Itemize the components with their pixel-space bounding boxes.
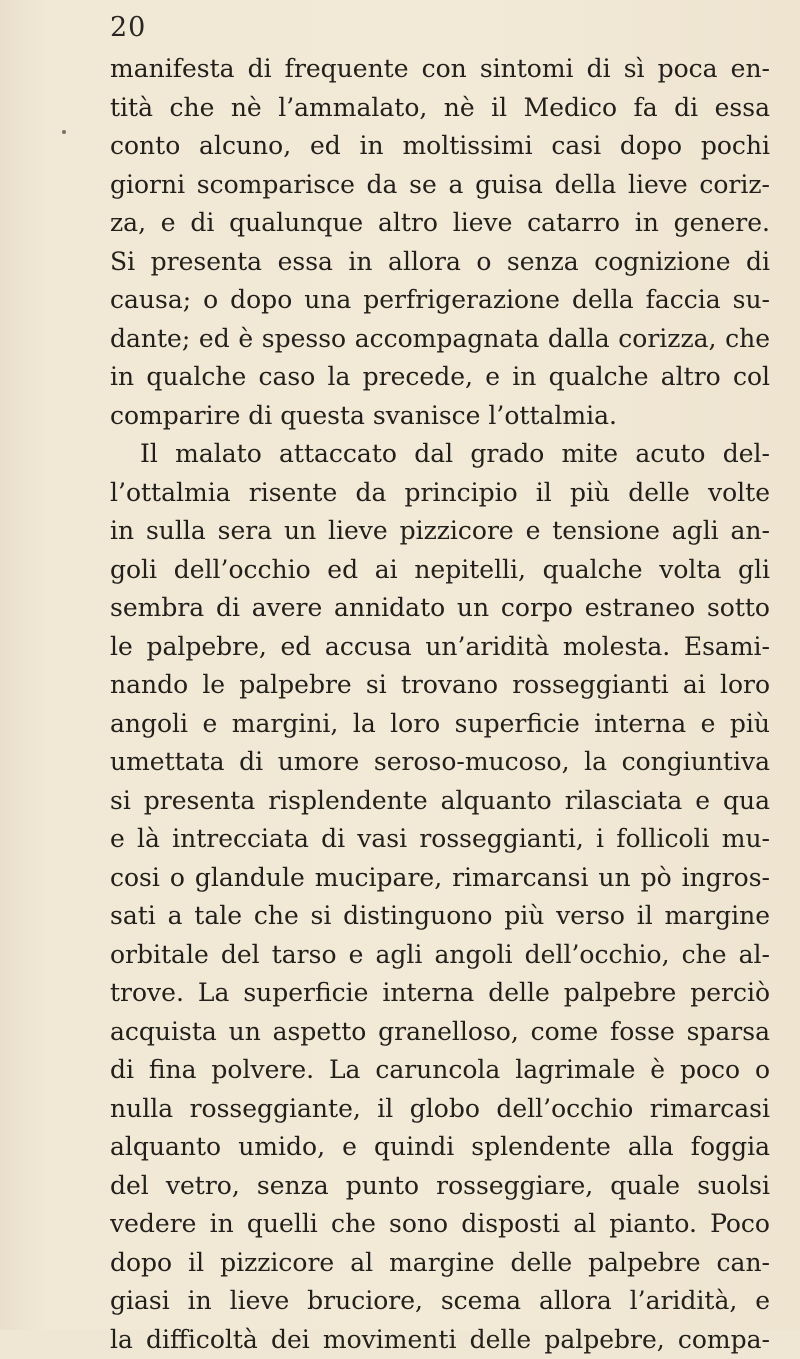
text-line: le palpebre, ed accusa un’aridità molesta. Esami- [110, 628, 770, 667]
text-line: angoli e margini, la loro superficie interna e più [110, 705, 770, 744]
text-line: nando le palpebre si trovano rosseggianti ai loro [110, 666, 770, 705]
text-line: tità che nè l’ammalato, nè il Medico fa di essa [110, 89, 770, 128]
text-line: sembra di avere annidato un corpo estraneo sotto [110, 589, 770, 628]
text-line: in qualche caso la precede, e in qualche altro col [110, 358, 770, 397]
text-line: acquista un aspetto granelloso, come fosse sparsa [110, 1013, 770, 1052]
text-line: conto alcuno, ed in moltissimi casi dopo pochi [110, 127, 770, 166]
text-line: dopo il pizzicore al margine delle palpebre can- [110, 1244, 770, 1283]
text-line: alquanto umido, e quindi splendente alla foggia [110, 1128, 770, 1167]
text-line: la difficoltà dei movimenti delle palpebre, compa- [110, 1321, 770, 1359]
text-line: del vetro, senza punto rosseggiare, quale suolsi [110, 1167, 770, 1206]
text-line: di fina polvere. La caruncola lagrimale è poco o [110, 1051, 770, 1090]
text-line: causa; o dopo una perfrigerazione della faccia su- [110, 281, 770, 320]
text-line: vedere in quelli che sono disposti al pianto. Poco [110, 1205, 770, 1244]
text-line: nulla rosseggiante, il globo dell’occhio rimarcasi [110, 1090, 770, 1129]
text-line: trove. La superficie interna delle palpebre perciò [110, 974, 770, 1013]
text-line: cosi o glandule mucipare, rimarcansi un pò ingros- [110, 859, 770, 898]
text-line: Il malato attaccato dal grado mite acuto del- [110, 435, 770, 474]
body-text [110, 50, 770, 1359]
text-line: l’ottalmia risente da principio il più delle volte [110, 474, 770, 513]
text-line: Si presenta essa in allora o senza cognizione di [110, 243, 770, 282]
text-line: in sulla sera un lieve pizzicore e tensione agli an- [110, 512, 770, 551]
text-line: manifesta di frequente con sintomi di sì poca en- [110, 50, 770, 89]
text-line: sati a tale che si distinguono più verso il margine [110, 897, 770, 936]
margin-speck [62, 130, 66, 134]
text-line: giasi in lieve bruciore, scema allora l’aridità, e [110, 1282, 770, 1321]
text-line: si presenta risplendente alquanto rilasciata e qua [110, 782, 770, 821]
text-line: orbitale del tarso e agli angoli dell’occhio, che al- [110, 936, 770, 975]
text-line: goli dell’occhio ed ai nepitelli, qualche volta gli [110, 551, 770, 590]
text-line: comparire di questa svanisce l’ottalmia. [110, 397, 770, 436]
page-number: 20 [110, 12, 146, 43]
text-line: dante; ed è spesso accompagnata dalla corizza, che [110, 320, 770, 359]
text-line: umettata di umore seroso-mucoso, la congiuntiva [110, 743, 770, 782]
text-line: e là intrecciata di vasi rosseggianti, i follicoli mu- [110, 820, 770, 859]
text-line: za, e di qualunque altro lieve catarro in genere. [110, 204, 770, 243]
text-line: giorni scomparisce da se a guisa della lieve coriz- [110, 166, 770, 205]
